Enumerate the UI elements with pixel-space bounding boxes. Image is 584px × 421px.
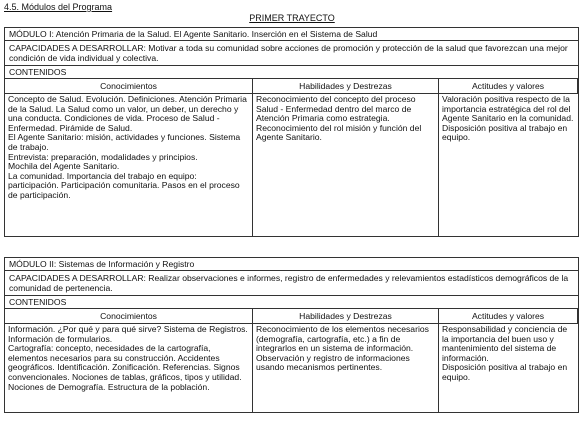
header-attitudes: Actitudes y valores (439, 79, 578, 94)
trajectory-title: PRIMER TRAYECTO (249, 13, 335, 23)
knowledge-cell: Información. ¿Por qué y para qué sirve? Sistema de Registros. Información de formularios. Cartografía: concepto, necesidades de la cartografía, elementos necesarios para su construcción. Accidentes geográficos. Identificación. Zonificación. Referencias. Signos convencionales. Nociones de tablas, gráficos, tipos y utilidad. Nociones de Demografía. Estructura de la población. (5, 324, 253, 412)
contents-label: CONTENIDOS (5, 66, 578, 79)
header-knowledge: Conocimientos (5, 309, 253, 324)
header-attitudes: Actitudes y valores (439, 309, 578, 324)
attitudes-cell: Responsabilidad y conciencia de la importancia del buen uso y mantenimiento del sistema de información. Disposición positiva al trabajo en equipo. (442, 324, 568, 382)
capacities-text: CAPACIDADES A DESARROLLAR: Realizar observaciones e informes, registro de enfermedades y relevamientos estadísticos demográficos de la comunidad de pertenencia. (5, 271, 578, 296)
knowledge-cell: Concepto de Salud. Evolución. Definiciones. Atención Primaria de la Salud. La Salud como un valor, un deber, un derecho y una conducta. Condiciones de vida. Proceso de Salud - Enfermedad. Pirámide de Salud. El Agente Sanitario: misión, actividades y funciones. Sistema de trabajo. Entrevista: preparación, modalidades y principios. Mochila del Agente Sanitario. La comunidad. Importancia del trabajo en equipo: participación. Participación comunitaria. Pasos en el proceso de participación. (5, 94, 253, 236)
skills-cell: Reconocimiento de los elementos necesarios (demografía, cartografía, etc.) a fin de integrarlos en un sistema de información. Observación y registro de informaciones usando mecanismos pertinentes. (253, 324, 439, 412)
contents-grid (5, 309, 578, 412)
module-2-table (4, 257, 579, 413)
contents-grid (5, 79, 578, 236)
contents-label: CONTENIDOS (5, 296, 578, 309)
section-heading: 4.5. Módulos del Programa (4, 2, 113, 12)
header-skills: Habilidades y Destrezas (253, 309, 439, 324)
module-title: MÓDULO II: Sistemas de Información y Registro (5, 258, 578, 271)
header-skills: Habilidades y Destrezas (253, 79, 439, 94)
module-1-table (4, 27, 579, 237)
module-title: MÓDULO I: Atención Primaria de la Salud. El Agente Sanitario. Inserción en el Sistema de Salud (5, 28, 578, 41)
header-knowledge: Conocimientos (5, 79, 253, 94)
skills-cell: Reconocimiento del concepto del proceso Salud - Enfermedad dentro del marco de Atención Primaria como estrategia. Reconocimiento del rol misión y función del Agente Sanitario. (253, 94, 439, 236)
capacities-text: CAPACIDADES A DESARROLLAR: Motivar a toda su comunidad sobre acciones de promoción y protección de la salud que favorezcan una mejor condición de vida individual y colectiva. (5, 41, 578, 66)
attitudes-cell: Valoración positiva respecto de la importancia estratégica del rol del Agente Sanitario en la comunidad. Disposición positiva al trabajo en equipo. (442, 94, 574, 143)
